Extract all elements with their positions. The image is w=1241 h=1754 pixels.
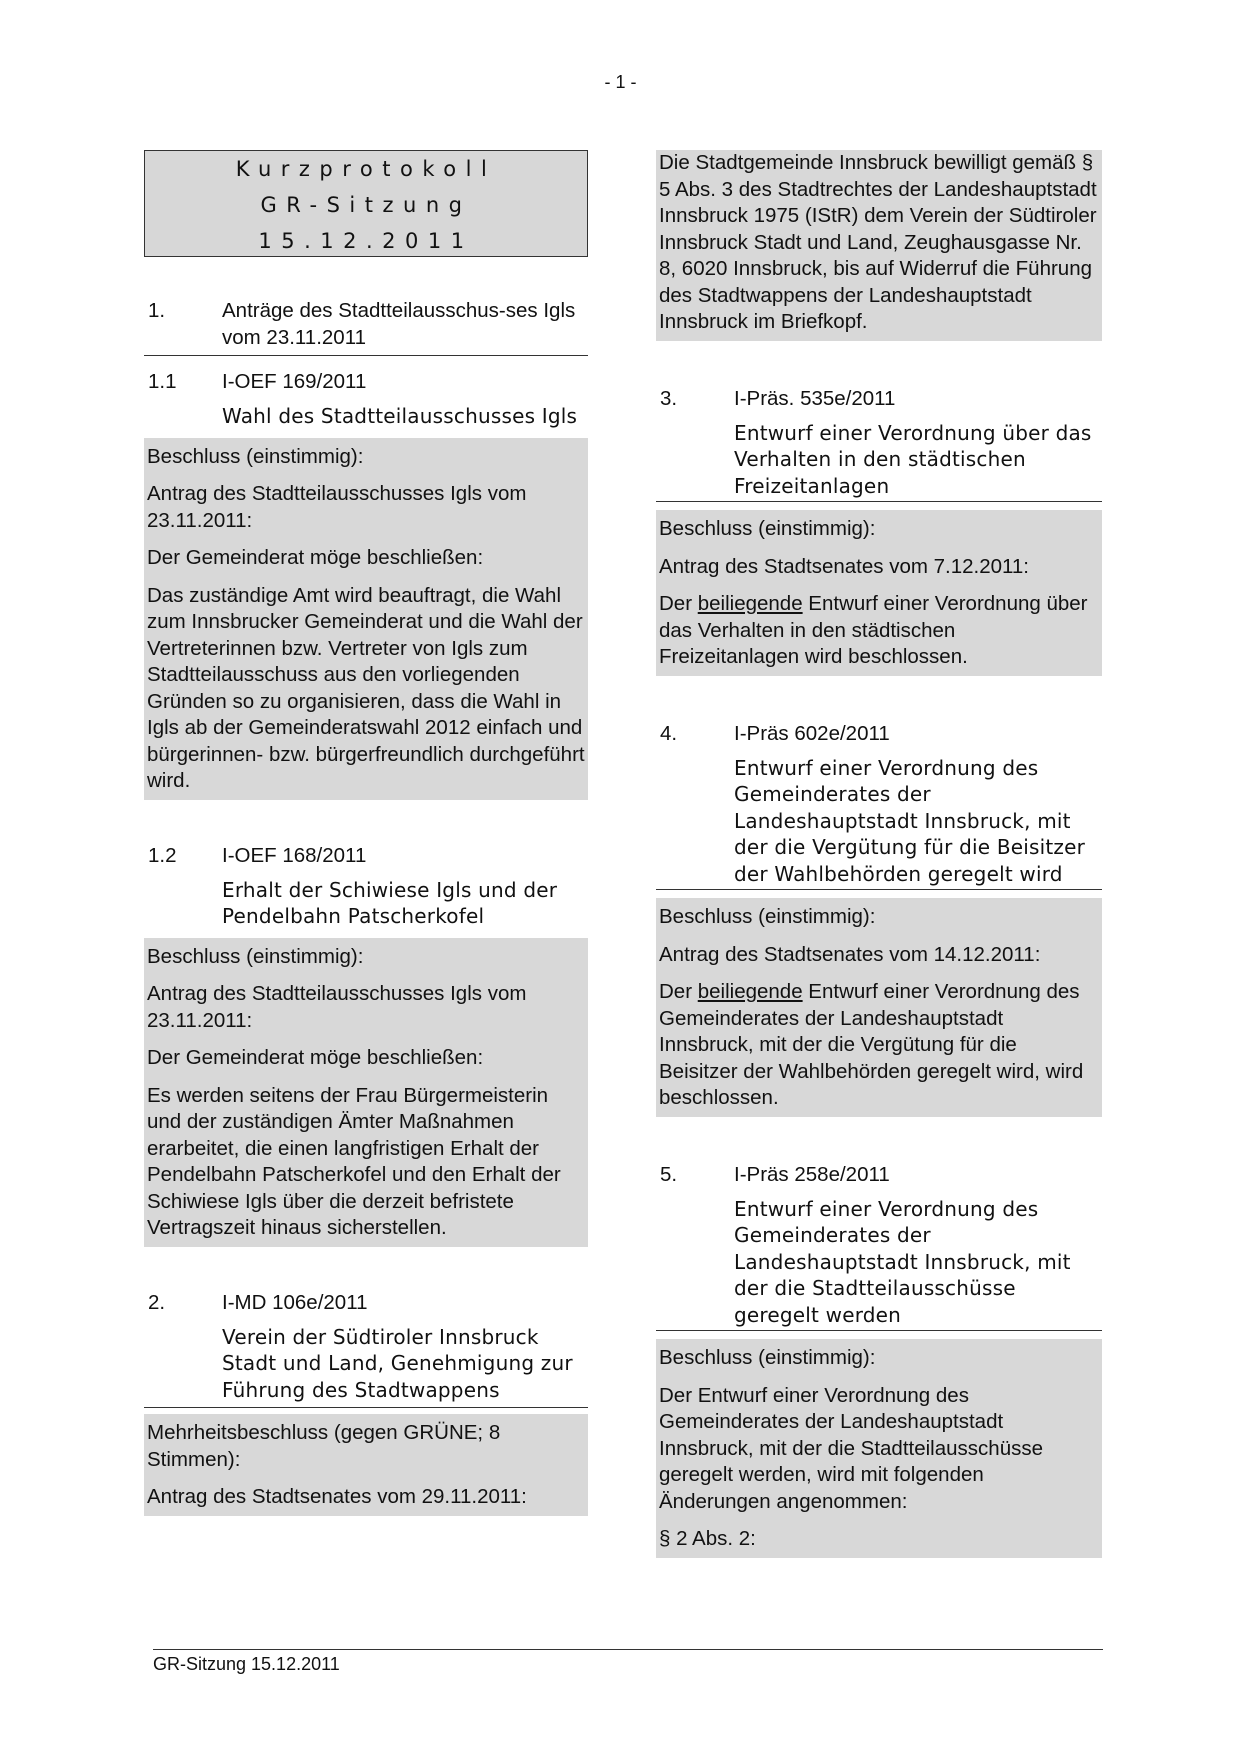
decision-block	[144, 938, 588, 1247]
divider	[656, 501, 1102, 502]
divider	[144, 1407, 588, 1408]
agenda-item-3	[656, 385, 1102, 412]
decision-label: Mehrheitsbeschluss (gegen GRÜNE; 8 Stimmen):	[147, 1421, 501, 1471]
item-subject: Verein der Südtiroler Innsbruck Stadt und Land, Genehmigung zur Führung des Stadtwappens	[222, 1324, 573, 1402]
decision-block	[144, 438, 588, 800]
motion-text: Antrag des Stadtteilausschusses Igls vom 23.11.2011:	[147, 982, 527, 1032]
resolution-body: Der beiliegende Entwurf einer Verordnung über das Verhalten in den städtischen Freizeitanlagen wird beschlossen.	[659, 592, 1088, 668]
item-reference: I-OEF 168/2011	[222, 843, 367, 867]
motion-text: Antrag des Stadtsenates vom 29.11.2011:	[147, 1485, 527, 1508]
footer-divider	[153, 1649, 1103, 1650]
title-line-1: Kurzprotokoll	[235, 157, 497, 181]
paragraph-reference: § 2 Abs. 2:	[659, 1527, 756, 1550]
item-number: 1.1	[148, 370, 177, 393]
item-number: 1.2	[148, 843, 177, 867]
decision-label: Beschluss (einstimmig):	[659, 905, 876, 928]
motion-text: Antrag des Stadtsenates vom 14.12.2011:	[659, 942, 1041, 966]
left-column	[144, 150, 588, 1516]
resolution-body: Das zuständige Amt wird beauftragt, die Wahl zum Innsbrucker Gemeinderat und die Wahl der Vertreterinnen bzw. Vertreter von Igls zum Stadtteilausschuss aus den vorliegenden Gründen so zu organisieren, dass die Wahl in Igls ab der Gemeinderatswahl 2012 einfach und bürgerinnen- bzw. bürgerfreundlich durchgeführt wird.	[147, 583, 585, 792]
decision-label: Beschluss (einstimmig):	[147, 444, 364, 468]
page-number: - 1 -	[604, 72, 637, 92]
item-number: 4.	[660, 721, 678, 745]
motion-text: Antrag des Stadtsenates vom 7.12.2011:	[659, 554, 1030, 578]
decision-continuation	[656, 150, 1102, 341]
resolution-body: Der beiliegende Entwurf einer Verordnung des Gemeinderates der Landeshauptstadt Innsbruck, mit der die Vergütung für die Beisitzer der Wahlbehörden geregelt wird, wird beschlossen.	[659, 980, 1084, 1109]
decision-block	[656, 898, 1102, 1117]
item-number: 1.	[148, 299, 166, 322]
decision-label: Beschluss (einstimmig):	[659, 517, 876, 540]
underlined-word: beiliegende	[697, 592, 803, 615]
agenda-item-1-2	[144, 842, 588, 869]
underlined-word: beiliegende	[697, 980, 803, 1003]
decision-label: Beschluss (einstimmig):	[147, 944, 364, 968]
divider	[656, 1330, 1102, 1331]
right-column	[656, 150, 1102, 1558]
title-line-3: 15.12.2011	[258, 229, 474, 253]
decision-block	[144, 1414, 588, 1516]
item-subject: Entwurf einer Verordnung des Gemeinderates der Landeshauptstadt Innsbruck, mit der die Vergütung für die Beisitzer der Wahlbehörden geregelt wird	[734, 755, 1086, 886]
decision-block	[656, 510, 1102, 676]
item-reference: I-Präs. 535e/2011	[734, 386, 896, 410]
resolution-body: Es werden seitens der Frau Bürgermeisterin und der zuständigen Ämter Maßnahmen erarbeitet, die einen langfristigen Erhalt der Pendelbahn Patscherkofel und den Erhalt der Schiwiese Igls über die derzeit befristete Vertragszeit hinaus sicherstellen.	[147, 1083, 561, 1239]
agenda-item-1	[144, 297, 588, 351]
item-reference: I-OEF 169/2011	[222, 370, 367, 393]
motion-text: Antrag des Stadtteilausschusses Igls vom 23.11.2011:	[147, 482, 527, 532]
resolution-intro: Der Gemeinderat möge beschließen:	[147, 1046, 484, 1069]
item-subject: Entwurf einer Verordnung über das Verhalten in den städtischen Freizeitanlagen	[734, 420, 1092, 498]
resolution-body: Die Stadtgemeinde Innsbruck bewilligt gemäß § 5 Abs. 3 des Stadtrechtes der Landeshauptstadt Innsbruck 1975 (IStR) dem Verein der Südtiroler Innsbruck Stadt und Land, Zeughausgasse Nr. 8, 6020 Innsbruck, bis auf Widerruf die Führung des Stadtwappens der Landeshauptstadt Innsbruck im Briefkopf.	[659, 151, 1097, 333]
agenda-item-1-1	[144, 368, 588, 395]
decision-label: Beschluss (einstimmig):	[659, 1346, 876, 1369]
agenda-item-5	[656, 1161, 1102, 1188]
decision-block	[656, 1339, 1102, 1558]
item-number: 5.	[660, 1162, 678, 1186]
agenda-item-4	[656, 720, 1102, 747]
item-subject: Entwurf einer Verordnung des Gemeinderates der Landeshauptstadt Innsbruck, mit der die Stadtteilausschüsse geregelt werden	[734, 1196, 1071, 1327]
title-line-2: GR-Sitzung	[260, 193, 472, 217]
agenda-item-2	[144, 1289, 588, 1316]
footer-text: GR-Sitzung 15.12.2011	[153, 1654, 340, 1674]
title-box	[144, 150, 588, 257]
item-number: 3.	[660, 386, 678, 410]
item-reference: I-Präs 258e/2011	[734, 1162, 890, 1186]
item-reference: I-Präs 602e/2011	[734, 721, 890, 745]
resolution-body: Der Entwurf einer Verordnung des Gemeinderates der Landeshauptstadt Innsbruck, mit der die Stadtteilausschüsse geregelt werden, wird mit folgenden Änderungen angenommen:	[659, 1383, 1043, 1513]
divider	[656, 889, 1102, 890]
resolution-intro: Der Gemeinderat möge beschließen:	[147, 546, 484, 569]
item-number: 2.	[148, 1290, 166, 1314]
item-heading: Anträge des Stadtteilausschus-ses Igls vom 23.11.2011	[222, 299, 576, 349]
item-subject: Erhalt der Schiwiese Igls und der Pendelbahn Patscherkofel	[222, 877, 558, 928]
item-reference: I-MD 106e/2011	[222, 1290, 368, 1314]
item-subject: Wahl des Stadtteilausschusses Igls	[222, 404, 578, 428]
